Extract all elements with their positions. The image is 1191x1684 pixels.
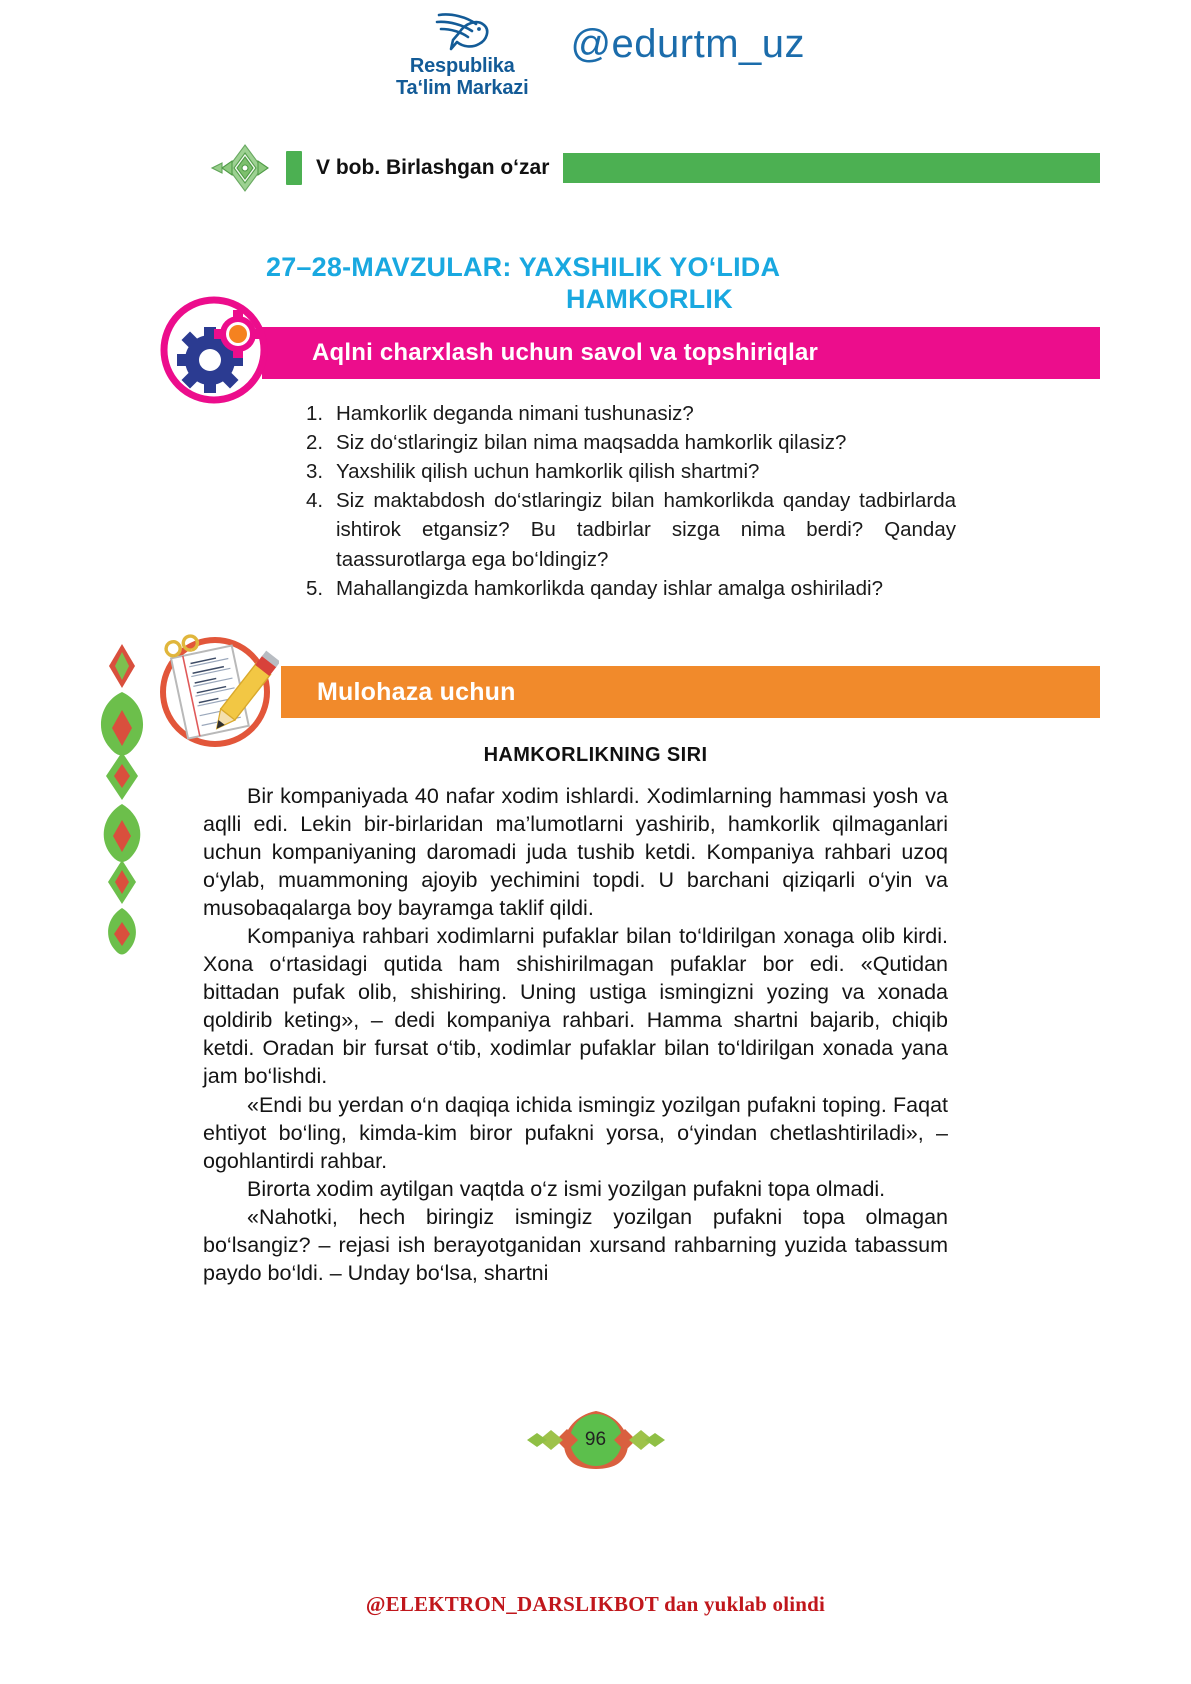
question-text: Siz do‘stlaringiz bilan nima maqsadda hamkorlik qilasiz? (336, 431, 847, 455)
questions-banner-label: Aqlni charxlash uchun savol va topshiriqlar (312, 339, 819, 366)
page-number: 96 (584, 1429, 607, 1450)
lesson-title-line-1: 27–28-MAVZULAR: YAXSHILIK YO‘LIDA (266, 252, 781, 282)
question-number: 1. (306, 402, 324, 425)
logo-line-1: Respublika (409, 54, 515, 77)
question-text: Hamkorlik deganda nimani tushunasiz? (336, 402, 694, 425)
footer-credit: @ELEKTRON_DARSLIKBOT dan yuklab olindi (365, 1592, 826, 1616)
story-paragraph: Kompaniya rahbari xodimlarni pufaklar bilan to‘ldirilgan xonaga olib kirdi. Xona o‘rtasidagi qutida ham shishirilmagan pufaklar bor edi. «Qutidan bittadan pufak olib, shishiring. Uning ustiga ismingizni yozing va xonada qoldirib keting», – dedi kompaniya rahbari. Hamma shartni bajarib, chiqib ketdi. Oradan bir fursat o‘tib, xodimlar pufaklar bilan to‘ldirilgan xonada yana jam bo‘lishdi. (203, 924, 948, 1089)
story-paragraph: Birorta xodim aytilgan vaqtda o‘z ismi yozilgan pufakni topa olmadi. (247, 1176, 886, 1201)
chapter-label: V bob. Birlashgan o‘zar (316, 156, 550, 179)
list-item (306, 574, 956, 603)
question-text: Mahallangizda hamkorlikda qanday ishlar amalga oshiriladi? (336, 576, 883, 600)
reading-banner-label: Mulohaza uchun (317, 677, 516, 706)
logo-line-2: Ta‘lim Markazi (396, 77, 529, 99)
list-item (306, 428, 956, 457)
story-paragraph: «Nahotki, hech biringiz ismingiz yozilgan pufakni topa olmagan bo‘lsangiz? – rejasi ish berayotganidan xursand rahbarning yuzida tabassum paydo bo‘ldi. – Unday bo‘lsa, shartni (203, 1204, 948, 1285)
gears-icon (158, 294, 270, 406)
watermark-handle: @edurtm_uz (570, 21, 806, 66)
question-number: 4. (306, 489, 324, 513)
story-body (203, 782, 948, 1287)
floral-diamond-ornament-icon (200, 141, 290, 195)
story-paragraph: Bir kompaniyada 40 nafar xodim ishlardi. Xodimlarning hammasi yosh va aqlli edi. Lekin bir-birlaridan ma’lumotlarni yashirib, hamkorlik qilmaganlari uchun kompaniyaning daromadi juda tushib ketdi. Kompaniya rahbari uzoq o‘ylab, muammoning ajoyib yechimini topdi. U barchani qiziqarli o‘yin va musobaqalarga boy bayramga taklif qildi. (203, 784, 948, 921)
lesson-title-line-2: HAMKORLIK (566, 283, 733, 314)
watermark-header (0, 4, 1191, 104)
list-item (306, 486, 956, 573)
question-number: 2. (306, 431, 324, 455)
list-item (306, 399, 956, 428)
question-text: Yaxshilik qilish uchun hamkorlik qilish shartmi? (336, 460, 760, 484)
dove-icon (429, 9, 495, 55)
question-text: Siz maktabdosh do‘stlaringiz bilan hamkorlikda qanday tadbirlarda ishtirok etgansiz? Bu tadbirlar sizga nima berdi? Qanday taassurotlarga ega bo‘ldingiz? (336, 489, 956, 571)
page-number-ornament (0, 1405, 1191, 1475)
questions-list (306, 399, 956, 603)
questions-banner (262, 327, 1100, 379)
story-heading: HAMKORLIKNING SIRI (483, 744, 708, 766)
question-number: 5. (306, 576, 324, 600)
reading-banner (281, 666, 1100, 718)
republic-education-center-logo (396, 9, 528, 100)
chapter-rule (563, 153, 1100, 183)
question-number: 3. (306, 460, 324, 484)
story-paragraph: «Endi bu yerdan o‘n daqiqa ichida ismingiz yozilgan pufakni toping. Faqat ehtiyot bo‘ling, kimda-kim biror pufakni yorsa, o‘yindan chetlashtiriladi», – ogohlantirdi rahbar. (203, 1092, 948, 1173)
list-item (306, 457, 956, 486)
notebook-pencil-icon (153, 634, 279, 750)
chapter-header-bar (0, 146, 1100, 190)
page-title (266, 252, 966, 316)
